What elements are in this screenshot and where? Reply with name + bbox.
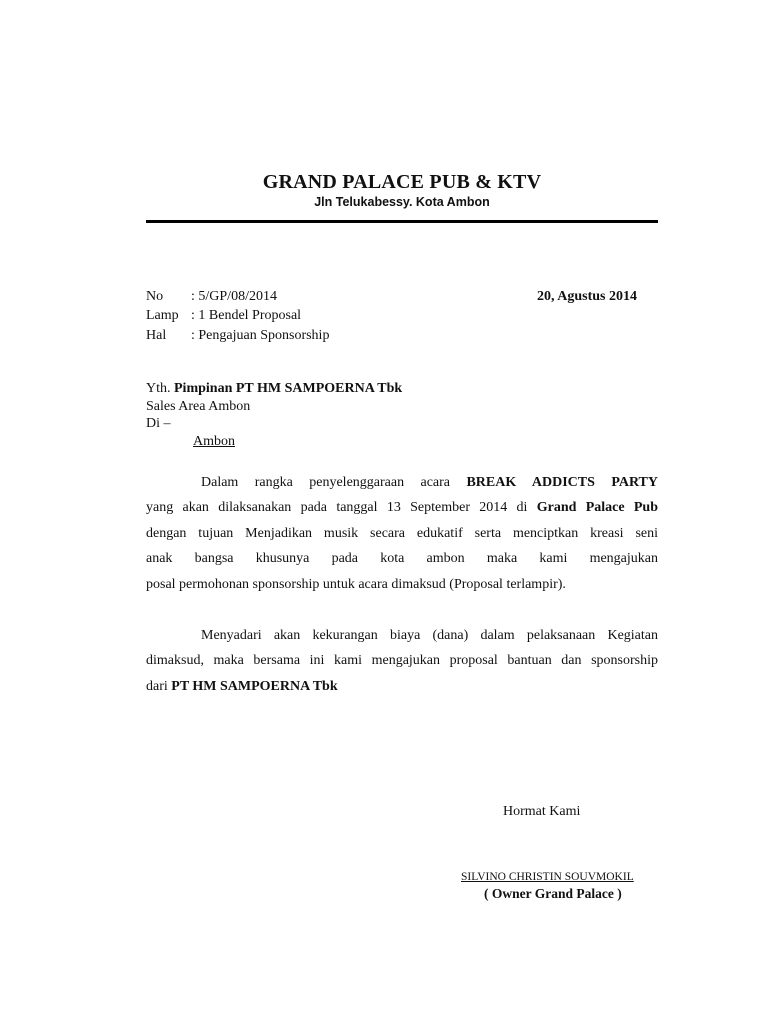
letterhead-address: Jln Telukabessy. Kota Ambon [314, 195, 490, 209]
paragraph2-line-3-text: dari [146, 679, 168, 694]
meta-hal [146, 327, 329, 345]
paragraph2-line-2: dimaksud, maka bersama ini kami mengajukan proposal bantuan dan sponsorship [146, 653, 658, 668]
meta-lamp-value: : 1 Bendel Proposal [191, 308, 302, 323]
recipient-city: Ambon [193, 434, 235, 449]
paragraph1-line-1 [146, 474, 658, 492]
letterhead-title: GRAND PALACE PUB & KTV [262, 171, 542, 193]
venue-name: Grand Palace Pub [536, 500, 659, 515]
letterhead-divider [146, 220, 658, 223]
paragraph2-line-3 [146, 678, 658, 696]
meta-lamp [146, 307, 301, 325]
meta-lamp-label: Lamp [146, 308, 179, 323]
recipient-line-1 [146, 380, 402, 398]
meta-no-value: : 5/GP/08/2014 [191, 289, 277, 304]
sponsor-name: PT HM SAMPOERNA Tbk [171, 679, 338, 694]
event-name: BREAK ADDICTS PARTY [466, 475, 659, 490]
letter-date: 20, Agustus 2014 [537, 289, 637, 304]
recipient-line-3: Di – [146, 416, 171, 431]
recipient-prefix: Yth. [146, 381, 171, 396]
paragraph1-line-2-text: yang akan dilaksanakan pada tanggal 13 September 2014 di [146, 500, 528, 515]
signer-name: SILVINO CHRISTIN SOUVMOKIL [461, 871, 634, 883]
meta-hal-label: Hal [146, 328, 167, 343]
recipient-line-2: Sales Area Ambon [146, 399, 251, 414]
meta-no [146, 288, 277, 306]
meta-no-label: No [146, 289, 164, 304]
paragraph1-line-1-text: Dalam rangka penyelenggaraan acara [201, 475, 451, 490]
paragraph1-line-3: dengan tujuan Menjadikan musik secara edukatif serta menciptkan kreasi seni [146, 526, 658, 541]
meta-hal-value: : Pengajuan Sponsorship [191, 328, 330, 343]
paragraph1-line-5: posal permohonan sponsorship untuk acara dimaksud (Proposal terlampir). [146, 577, 566, 592]
paragraph2-line-1: Menyadari akan kekurangan biaya (dana) dalam pelaksanaan Kegiatan [201, 628, 658, 643]
paragraph1-line-2 [146, 499, 658, 517]
signer-title: ( Owner Grand Palace ) [484, 886, 622, 901]
paragraph1-line-4: anak bangsa khusunya pada kota ambon maka kami mengajukan [146, 551, 658, 566]
closing-salutation: Hormat Kami [503, 804, 581, 819]
recipient-name: Pimpinan PT HM SAMPOERNA Tbk [174, 381, 403, 396]
